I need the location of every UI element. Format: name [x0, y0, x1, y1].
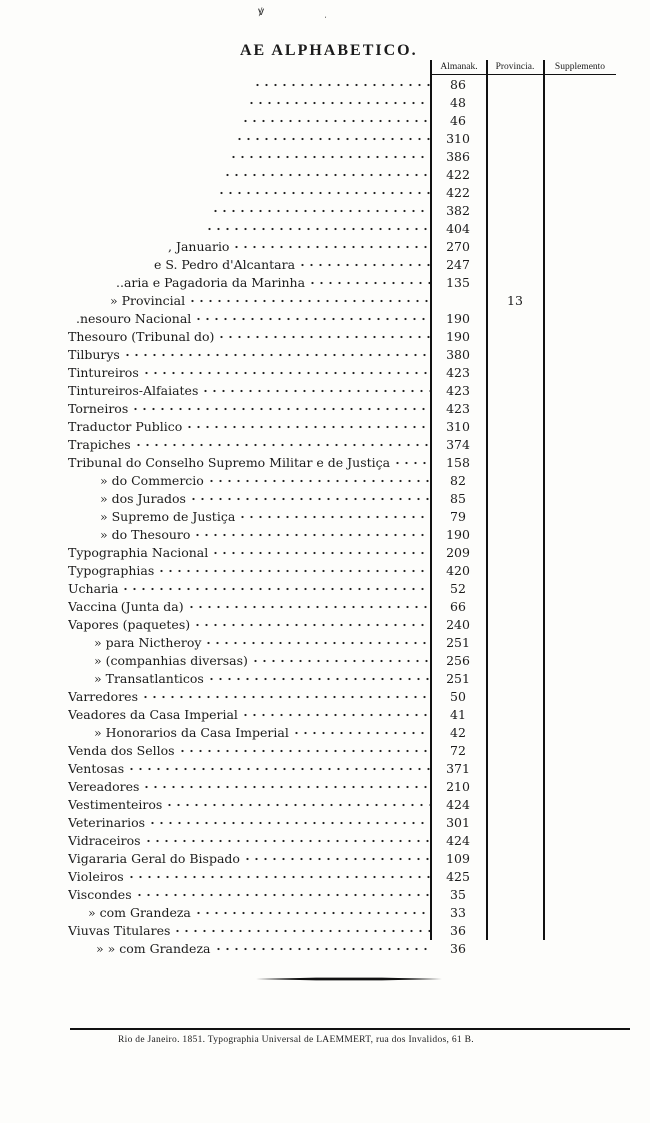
leader-dots [173, 922, 430, 940]
index-row [0, 184, 650, 202]
index-row [0, 364, 650, 382]
index-entry-text: Vidraceiros [68, 833, 141, 848]
almanak-page-number: 35 [450, 887, 466, 902]
index-row [0, 562, 650, 580]
leader-dots [211, 544, 430, 562]
index-entry-text: Vigararia Geral do Bispado [68, 851, 240, 866]
index-row [0, 382, 650, 400]
index-entry-text: » Transatlanticos [94, 671, 204, 686]
almanak-page-number: 424 [446, 797, 470, 812]
index-entry-text: Trapiches [68, 437, 131, 452]
index-entry-label [100, 526, 430, 544]
index-entry-text: Vaccina (Junta da) [68, 599, 184, 614]
index-entry-label [68, 796, 430, 814]
index-row [0, 472, 650, 490]
almanak-page-number: 46 [450, 113, 466, 128]
index-entry-label [238, 112, 430, 130]
index-entry-label [68, 346, 430, 364]
index-entry-text: Varredores [68, 689, 138, 704]
leader-dots [141, 688, 430, 706]
index-entry-label [94, 670, 430, 688]
index-row [0, 274, 650, 292]
leader-dots [207, 670, 430, 688]
index-row [0, 454, 650, 472]
ornamental-rule [256, 976, 442, 982]
index-entry-text: Tribunal do Conselho Supremo Militar e de Justiça [68, 455, 391, 470]
index-row [0, 148, 650, 166]
almanak-page-number: 190 [446, 311, 470, 326]
almanak-page-number: 135 [446, 275, 470, 290]
index-entry-text: Viuvas Titulares [68, 923, 171, 938]
leader-dots [121, 580, 430, 598]
index-entry-label [68, 832, 430, 850]
almanak-page-number: 42 [450, 725, 466, 740]
almanak-page-number: 423 [446, 401, 470, 416]
almanak-page-number: 109 [446, 851, 470, 866]
almanak-page-number: 72 [450, 743, 466, 758]
index-entry-label [250, 76, 430, 94]
leader-dots [253, 76, 430, 94]
column-header-supplemento: Supplemento [554, 62, 606, 72]
almanak-page-number: 422 [446, 167, 470, 182]
imprint-footer: Rio de Janeiro. 1851. Typographia Universal de LAEMMERT, rua dos Invalidos, 61 B. [118, 1035, 474, 1045]
index-row [0, 526, 650, 544]
leader-dots [178, 742, 430, 760]
almanak-page-number: 310 [446, 131, 470, 146]
index-entry-text: » » com Grandeza [96, 941, 211, 956]
column-header-almanak: Almanak. [440, 62, 478, 72]
almanak-page-number: 41 [450, 707, 466, 722]
leader-dots [144, 832, 430, 850]
leader-dots [193, 616, 430, 634]
index-row [0, 310, 650, 328]
index-row [0, 508, 650, 526]
index-row [0, 346, 650, 364]
almanak-page-number: 382 [446, 203, 470, 218]
margin-speck: ˑ [324, 14, 328, 24]
almanak-page-number: 371 [446, 761, 470, 776]
index-entry-text: ..aria e Pagadoria da Marinha [116, 275, 306, 290]
index-entry-text: » dos Jurados [100, 491, 186, 506]
leader-dots [217, 184, 430, 202]
index-row [0, 112, 650, 130]
index-row [0, 652, 650, 670]
leader-dots [135, 886, 430, 904]
index-row [0, 850, 650, 868]
header-rule [430, 74, 616, 75]
index-entry-text: » do Commercio [100, 473, 204, 488]
index-entry-label [68, 742, 430, 760]
index-entry-text: Tilburys [68, 347, 120, 362]
leader-dots [204, 634, 430, 652]
index-entry-text: » para Nictheroy [94, 635, 202, 650]
almanak-page-number: 190 [446, 527, 470, 542]
index-row [0, 202, 650, 220]
index-entry-text: Veadores da Casa Imperial [68, 707, 238, 722]
index-entry-label [68, 400, 430, 418]
index-entry-label [96, 940, 430, 958]
leader-dots [241, 706, 430, 724]
index-entry-text: Ucharia [68, 581, 119, 596]
leader-dots [131, 400, 430, 418]
index-entry-label [110, 292, 430, 310]
index-entry-label [68, 868, 430, 886]
almanak-page-number: 256 [446, 653, 470, 668]
index-row [0, 166, 650, 184]
index-entry-label [68, 562, 430, 580]
index-entry-label [88, 904, 430, 922]
index-entry-label [100, 508, 430, 526]
index-row [0, 814, 650, 832]
almanak-page-number: 48 [450, 95, 466, 110]
almanak-page-number: 404 [446, 221, 470, 236]
leader-dots [308, 274, 430, 292]
almanak-page-number: 423 [446, 383, 470, 398]
leader-dots [207, 472, 430, 490]
leader-dots [185, 418, 430, 436]
index-row [0, 130, 650, 148]
index-entry-text: Vapores (paquetes) [68, 617, 191, 632]
index-row [0, 400, 650, 418]
index-row [0, 724, 650, 742]
index-row [0, 94, 650, 112]
leader-dots [194, 310, 430, 328]
index-row [0, 868, 650, 886]
index-entry-text: Tintureiros-Alfaiates [68, 383, 199, 398]
index-entry-label [168, 238, 430, 256]
almanak-page-number: 86 [450, 77, 466, 92]
leader-dots [189, 490, 430, 508]
leader-dots [229, 148, 430, 166]
almanak-page-number: 190 [446, 329, 470, 344]
leader-dots [188, 292, 430, 310]
leader-dots [235, 130, 430, 148]
leader-dots [165, 796, 430, 814]
leader-dots [243, 850, 430, 868]
leader-dots [298, 256, 430, 274]
index-row [0, 688, 650, 706]
index-row [0, 778, 650, 796]
leader-dots [241, 112, 430, 130]
leader-dots [205, 220, 430, 238]
index-row [0, 904, 650, 922]
index-entry-label [68, 598, 430, 616]
index-row [0, 832, 650, 850]
almanak-page-number: 374 [446, 437, 470, 452]
almanak-page-number: 420 [446, 563, 470, 578]
index-row [0, 544, 650, 562]
almanak-page-number: 158 [446, 455, 470, 470]
leader-dots [251, 652, 430, 670]
index-entry-label [68, 616, 430, 634]
index-entry-label [76, 310, 430, 328]
almanak-page-number: 301 [446, 815, 470, 830]
index-row [0, 76, 650, 94]
index-row [0, 796, 650, 814]
page-title: AE ALPHABETICO. [240, 42, 418, 59]
almanak-page-number: 386 [446, 149, 470, 164]
index-entry-text: e S. Pedro d'Alcantara [154, 257, 296, 272]
index-entry-label [244, 94, 430, 112]
leader-dots [393, 454, 430, 472]
almanak-page-number: 424 [446, 833, 470, 848]
leader-dots [193, 526, 430, 544]
margin-speck: ꝟ [258, 4, 265, 18]
index-entry-label [154, 256, 430, 274]
almanak-page-number: 66 [450, 599, 466, 614]
index-entry-text: Typographias [68, 563, 155, 578]
index-entry-text: Violeiros [68, 869, 124, 884]
index-entry-text: Viscondes [68, 887, 132, 902]
leader-dots [201, 382, 430, 400]
almanak-page-number: 36 [450, 941, 466, 956]
index-entry-label [68, 706, 430, 724]
index-entry-label [232, 130, 430, 148]
index-entry-label [68, 886, 430, 904]
index-entry-text: Traductor Publico [68, 419, 183, 434]
leader-dots [142, 778, 430, 796]
index-entry-label [220, 166, 430, 184]
index-row [0, 706, 650, 724]
index-row [0, 616, 650, 634]
index-entry-label [68, 814, 430, 832]
index-row [0, 922, 650, 940]
leader-dots [194, 904, 430, 922]
almanak-page-number: 425 [446, 869, 470, 884]
index-entry-label [68, 760, 430, 778]
almanak-page-number: 310 [446, 419, 470, 434]
index-entry-text: Ventosas [68, 761, 125, 776]
index-entry-text: .nesouro Nacional [76, 311, 192, 326]
leader-dots [127, 868, 430, 886]
almanak-page-number: 251 [446, 635, 470, 650]
index-entry-label [68, 454, 430, 472]
almanak-page-number: 270 [446, 239, 470, 254]
leader-dots [247, 94, 430, 112]
index-entry-label [68, 778, 430, 796]
footer-rule [70, 1028, 630, 1030]
index-row [0, 580, 650, 598]
almanak-page-number: 209 [446, 545, 470, 560]
index-entry-label [208, 202, 430, 220]
index-row [0, 328, 650, 346]
index-row [0, 436, 650, 454]
index-row [0, 256, 650, 274]
index-row [0, 670, 650, 688]
leader-dots [134, 436, 430, 454]
index-entry-text: Thesouro (Tribunal do) [68, 329, 215, 344]
leader-dots [238, 508, 430, 526]
index-entry-text: Vereadores [68, 779, 140, 794]
index-row [0, 886, 650, 904]
index-entry-label [202, 220, 430, 238]
index-row [0, 742, 650, 760]
almanak-page-number: 251 [446, 671, 470, 686]
index-entry-label [68, 418, 430, 436]
almanak-page-number: 52 [450, 581, 466, 596]
almanak-page-number: 247 [446, 257, 470, 272]
almanak-page-number: 36 [450, 923, 466, 938]
leader-dots [217, 328, 430, 346]
column-header-provincia: Provincia. [495, 62, 535, 72]
index-row [0, 940, 650, 958]
almanak-page-number: 380 [446, 347, 470, 362]
almanak-page-number: 85 [450, 491, 466, 506]
index-entry-text: , Januario [168, 239, 230, 254]
index-entry-label [116, 274, 430, 292]
index-entry-label [94, 652, 430, 670]
index-entry-label [68, 328, 430, 346]
index-row [0, 760, 650, 778]
leader-dots [232, 238, 430, 256]
index-entry-label [94, 724, 430, 742]
index-row [0, 490, 650, 508]
index-entry-label [68, 688, 430, 706]
index-entry-text: Venda dos Sellos [68, 743, 175, 758]
leader-dots [148, 814, 430, 832]
index-entry-text: Vestimenteiros [68, 797, 163, 812]
almanak-page-number: 240 [446, 617, 470, 632]
leader-dots [123, 346, 430, 364]
index-entry-label [68, 580, 430, 598]
index-row [0, 238, 650, 256]
index-row [0, 220, 650, 238]
index-row [0, 598, 650, 616]
leader-dots [127, 760, 430, 778]
leader-dots [223, 166, 430, 184]
index-entry-label [68, 364, 430, 382]
index-entry-label [68, 922, 430, 940]
leader-dots [211, 202, 430, 220]
provincia-page-number: 13 [507, 293, 523, 308]
almanak-page-number: 33 [450, 905, 466, 920]
index-entry-label [100, 472, 430, 490]
index-entry-text: Veterinarios [68, 815, 146, 830]
index-entry-text: Torneiros [68, 401, 129, 416]
almanak-page-number: 422 [446, 185, 470, 200]
index-entry-label [214, 184, 430, 202]
index-entry-text: Typographia Nacional [68, 545, 209, 560]
almanak-page-number: 423 [446, 365, 470, 380]
almanak-page-number: 50 [450, 689, 466, 704]
index-entry-label [68, 850, 430, 868]
leader-dots [214, 940, 431, 958]
index-entry-label [68, 544, 430, 562]
index-entry-text: » com Grandeza [88, 905, 191, 920]
index-entry-label [226, 148, 430, 166]
index-entry-label [94, 634, 430, 652]
index-entry-label [68, 382, 430, 400]
index-entry-label [100, 490, 430, 508]
leader-dots [292, 724, 430, 742]
index-entry-text: » Provincial [110, 293, 186, 308]
index-entry-text: » Honorarios da Casa Imperial [94, 725, 289, 740]
leader-dots [142, 364, 430, 382]
index-entry-text: » do Thesouro [100, 527, 191, 542]
leader-dots [157, 562, 430, 580]
index-entry-text: » (companhias diversas) [94, 653, 248, 668]
index-row [0, 292, 650, 310]
index-row [0, 634, 650, 652]
leader-dots [187, 598, 430, 616]
index-entry-text: » Supremo de Justiça [100, 509, 236, 524]
almanak-page-number: 82 [450, 473, 466, 488]
almanak-page-number: 79 [450, 509, 466, 524]
almanak-page-number: 210 [446, 779, 470, 794]
index-entry-text: Tintureiros [68, 365, 139, 380]
index-entry-label [68, 436, 430, 454]
index-row [0, 418, 650, 436]
